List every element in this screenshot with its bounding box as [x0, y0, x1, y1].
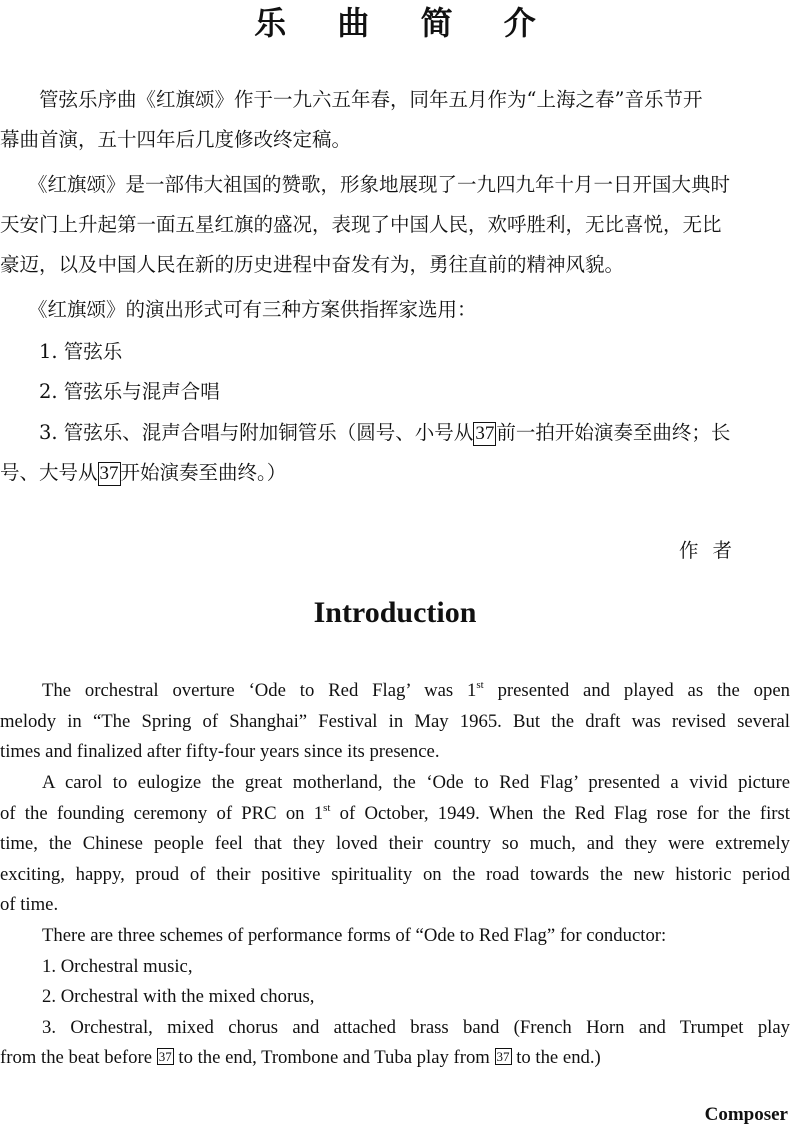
chinese-list-item-3: [0, 413, 790, 493]
rehearsal-mark-box: 37: [99, 463, 119, 484]
superscript: st: [323, 801, 331, 814]
chinese-list-item-2: [0, 372, 790, 412]
text-line: time, the Chinese people feel that they loved their country so much, and they were extremely: [0, 833, 790, 854]
text-line: exciting, happy, proud of their positive spirituality on the road towards the new historic period: [0, 863, 790, 885]
text-line: 《红旗颂》的演出形式可有三种方案供指挥家选用：: [28, 298, 477, 321]
text-line: from the beat before: [0, 1047, 157, 1068]
text-line: to the end, Trombone and Tuba play from: [173, 1047, 495, 1068]
text-line: of October, 1949. When the Red Flag rose for the first: [330, 802, 790, 824]
text-line: 开始演奏至曲终。）: [120, 461, 287, 484]
chinese-paragraph-3: [0, 290, 790, 330]
english-list-item-2: 2. Orchestral with the mixed chorus,: [42, 986, 315, 1007]
chinese-paragraph-1: [0, 80, 790, 160]
chinese-paragraph-2: [0, 165, 790, 285]
text-line: 幕曲首演，五十四年后几度修改终定稿。: [0, 128, 352, 151]
text-line: to the end.): [511, 1047, 601, 1068]
english-paragraph-3: [0, 921, 790, 1074]
rehearsal-mark-box: 37: [158, 1049, 172, 1064]
text-line: presented and played as the open: [483, 680, 790, 701]
text-line: A carol to eulogize the great motherland, the ‘Ode to Red Flag’ presented a vivid picture: [42, 772, 790, 793]
text-line: melody in “The Spring of Shanghai” Festival in May 1965. But the draft was revised several: [0, 710, 790, 732]
text-line: 3. 管弦乐、混声合唱与附加铜管乐（圆号、小号从: [39, 421, 474, 444]
text-line: 1. 管弦乐: [39, 340, 123, 363]
english-signature: Composer: [704, 1104, 788, 1125]
text-line: 管弦乐序曲《红旗颂》作于一九六五年春，同年五月作为“上海之春”音乐节开: [39, 88, 703, 111]
text-line: 《红旗颂》是一部伟大祖国的赞歌，形象地展现了一九四九年十月一日开国大典时: [28, 173, 731, 196]
english-paragraph-1: [0, 676, 790, 768]
text-line: of time.: [0, 894, 59, 915]
english-list-item-1: 1. Orchestral music,: [42, 955, 193, 977]
chinese-title: 乐 曲 简 介: [254, 4, 556, 42]
chinese-list-item-1: [0, 332, 790, 372]
rehearsal-mark-box: 37: [496, 1049, 510, 1064]
text-line: 号、大号从: [0, 461, 98, 484]
chinese-signature: 作者: [678, 539, 746, 562]
superscript: st: [476, 679, 484, 691]
english-list-item-3: 3. Orchestral, mixed chorus and attached brass band (French Horn and Trumpet play: [42, 1016, 790, 1038]
text-line: 天安门上升起第一面五星红旗的盛况，表现了中国人民，欢呼胜利，无比喜悦，无比: [0, 213, 722, 236]
text-line: The orchestral overture ‘Ode to Red Flag’ was 1: [42, 680, 477, 701]
rehearsal-mark-box: 37: [475, 423, 495, 444]
text-line: of the founding ceremony of PRC on 1: [0, 802, 324, 824]
english-paragraph-2: [0, 768, 790, 921]
english-title: Introduction: [313, 596, 477, 629]
text-line: 2. 管弦乐与混声合唱: [39, 380, 220, 403]
text-line: 豪迈，以及中国人民在新的历史进程中奋发有为，勇往直前的精神风貌。: [0, 253, 625, 276]
text-line: times and finalized after fifty-four years since its presence.: [0, 741, 440, 762]
text-line: There are three schemes of performance forms of “Ode to Red Flag” for conductor:: [42, 925, 667, 946]
text-line: 前一拍开始演奏至曲终；长: [496, 421, 731, 444]
